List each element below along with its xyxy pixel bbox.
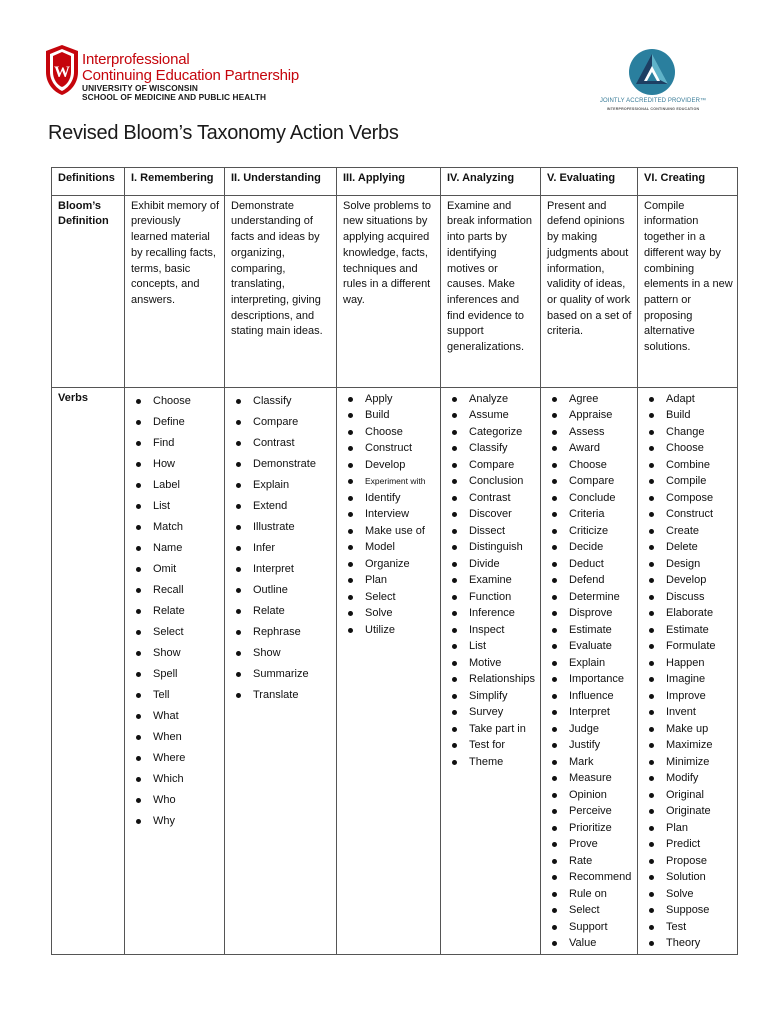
verb-item: Compile (644, 473, 733, 490)
verb-item: Define (131, 412, 220, 433)
verb-item: Dissect (447, 523, 536, 540)
org-school: SCHOOL OF MEDICINE AND PUBLIC HEALTH (82, 92, 267, 103)
verb-item: When (131, 727, 220, 748)
verbs-creating (638, 387, 738, 954)
verb-item: Explain (231, 475, 332, 496)
verb-item: Rate (547, 853, 633, 870)
verb-item: Build (644, 407, 733, 424)
definition-creating: Compile information together in a different way by combining elements in a new pattern or proposing alternative solutions. (638, 195, 738, 387)
verb-item: Conclusion (447, 473, 536, 490)
verb-item: Delete (644, 539, 733, 556)
verb-item: Where (131, 748, 220, 769)
verb-list (343, 391, 436, 639)
table-header-row (52, 168, 738, 196)
verb-item: Invent (644, 704, 733, 721)
verb-item: Discuss (644, 589, 733, 606)
definition-applying: Solve problems to new situations by applying acquired knowledge, facts, techniques and rules in a different way. (337, 195, 441, 387)
verb-item: Organize (343, 556, 436, 573)
org-university: UNIVERSITY OF WISCONSIN (82, 83, 199, 93)
header-evaluating: V. Evaluating (541, 168, 638, 196)
verb-item: Propose (644, 853, 733, 870)
verb-item: Outline (231, 580, 332, 601)
verb-item: Criticize (547, 523, 633, 540)
verb-item: Recommend (547, 869, 633, 886)
page-title: Revised Bloom’s Taxonomy Action Verbs (48, 122, 399, 144)
verb-item: Support (547, 919, 633, 936)
definition-remembering: Exhibit memory of previously learned material by recalling facts, terms, basic concepts, and answers. (125, 195, 225, 387)
verb-item: Judge (547, 721, 633, 738)
verbs-understanding (225, 387, 337, 954)
verb-item: Assume (447, 407, 536, 424)
verb-item: Make up (644, 721, 733, 738)
verb-item: Show (231, 643, 332, 664)
verb-item: Divide (447, 556, 536, 573)
verb-item: Test for (447, 737, 536, 754)
verb-item: Experiment with (343, 473, 436, 490)
verb-item: Recall (131, 580, 220, 601)
definition-row-label: Bloom’s Definition (52, 195, 125, 387)
verb-item: Compose (644, 490, 733, 507)
verb-item: Formulate (644, 638, 733, 655)
svg-text:W: W (54, 64, 70, 81)
verb-item: Rephrase (231, 622, 332, 643)
header-understanding: II. Understanding (225, 168, 337, 196)
verb-item: Test (644, 919, 733, 936)
verb-item: Which (131, 769, 220, 790)
organization-name (82, 52, 299, 102)
verb-item: Maximize (644, 737, 733, 754)
verb-item: Who (131, 790, 220, 811)
verb-item: Interpret (547, 704, 633, 721)
verb-item: Minimize (644, 754, 733, 771)
verb-item: Value (547, 935, 633, 952)
verb-item: Model (343, 539, 436, 556)
header-creating: VI. Creating (638, 168, 738, 196)
verb-item: Rule on (547, 886, 633, 903)
verb-item: Function (447, 589, 536, 606)
verb-item: Analyze (447, 391, 536, 408)
verb-item: Apply (343, 391, 436, 408)
verb-item: Contrast (231, 433, 332, 454)
org-name-line1: Interprofessional (82, 51, 190, 68)
verb-item: Tell (131, 685, 220, 706)
verb-item: Predict (644, 836, 733, 853)
verb-list (547, 391, 633, 952)
verb-item: Name (131, 538, 220, 559)
verb-item: Utilize (343, 622, 436, 639)
verb-item: Elaborate (644, 605, 733, 622)
verb-item: Explain (547, 655, 633, 672)
verbs-remembering (125, 387, 225, 954)
org-name-line2: Continuing Education Partnership (82, 67, 300, 84)
accreditor-label: JOINTLY ACCREDITED PROVIDER™ (599, 98, 707, 104)
verb-item: Distinguish (447, 539, 536, 556)
jointly-accredited-logo (598, 44, 708, 118)
verb-item: Interpret (231, 559, 332, 580)
verb-item: Choose (547, 457, 633, 474)
definition-row (52, 195, 738, 387)
verb-item: Develop (343, 457, 436, 474)
verb-item: Plan (343, 572, 436, 589)
verb-item: Theme (447, 754, 536, 771)
verb-item: Modify (644, 770, 733, 787)
verb-item: Theory (644, 935, 733, 952)
verb-item: Improve (644, 688, 733, 705)
verb-item: Estimate (644, 622, 733, 639)
verb-item: Solve (343, 605, 436, 622)
verb-item: Why (131, 811, 220, 832)
verb-item: Opinion (547, 787, 633, 804)
verb-item: Construct (343, 440, 436, 457)
verb-item: Infer (231, 538, 332, 559)
verb-item: Inference (447, 605, 536, 622)
verb-item: Prioritize (547, 820, 633, 837)
verb-item: Disprove (547, 605, 633, 622)
verbs-row (52, 387, 738, 954)
verb-list (644, 391, 733, 952)
verb-item: Find (131, 433, 220, 454)
verbs-row-label: Verbs (52, 387, 125, 954)
verb-item: Simplify (447, 688, 536, 705)
verb-item: Extend (231, 496, 332, 517)
verb-item: Label (131, 475, 220, 496)
verb-item: Design (644, 556, 733, 573)
verb-item: Imagine (644, 671, 733, 688)
verb-item: Categorize (447, 424, 536, 441)
header-definitions: Definitions (52, 168, 125, 196)
verb-item: Adapt (644, 391, 733, 408)
verb-item: Construct (644, 506, 733, 523)
verb-item: Demonstrate (231, 454, 332, 475)
definition-analyzing: Examine and break information into parts by identifying motives or causes. Make inferences and find evidence to support generalizations. (441, 195, 541, 387)
verb-item: Classify (447, 440, 536, 457)
verb-item: Relationships (447, 671, 536, 688)
verb-item: How (131, 454, 220, 475)
verbs-analyzing (441, 387, 541, 954)
verb-item: Defend (547, 572, 633, 589)
definition-understanding: Demonstrate understanding of facts and ideas by organizing, comparing, translating, interpreting, giving descriptions, and stating main ideas. (225, 195, 337, 387)
verb-item: Choose (644, 440, 733, 457)
verb-item: Influence (547, 688, 633, 705)
accreditor-sublabel: INTERPROFESSIONAL CONTINUING EDUCATION (606, 107, 700, 111)
header-remembering: I. Remembering (125, 168, 225, 196)
verb-item: Originate (644, 803, 733, 820)
verb-item: Compare (231, 412, 332, 433)
verb-item: Develop (644, 572, 733, 589)
verb-item: Decide (547, 539, 633, 556)
verb-item: Agree (547, 391, 633, 408)
verb-item: Compare (447, 457, 536, 474)
verb-item: Conclude (547, 490, 633, 507)
accreditation-emblem-icon (628, 48, 676, 96)
verb-item: Show (131, 643, 220, 664)
verb-item: Relate (131, 601, 220, 622)
verb-item: Evaluate (547, 638, 633, 655)
verb-item: Relate (231, 601, 332, 622)
verb-item: Justify (547, 737, 633, 754)
verb-item: Combine (644, 457, 733, 474)
verb-list (447, 391, 536, 771)
verb-item: Importance (547, 671, 633, 688)
verb-item: Classify (231, 391, 332, 412)
verb-list (131, 391, 220, 832)
verb-item: Spell (131, 664, 220, 685)
verb-item: Motive (447, 655, 536, 672)
verb-item: Select (547, 902, 633, 919)
verb-item: Change (644, 424, 733, 441)
verb-item: Examine (447, 572, 536, 589)
verb-list (231, 391, 332, 706)
header-analyzing: IV. Analyzing (441, 168, 541, 196)
verb-item: Compare (547, 473, 633, 490)
verb-item: Survey (447, 704, 536, 721)
verb-item: Appraise (547, 407, 633, 424)
verb-item: Translate (231, 685, 332, 706)
verb-item: List (447, 638, 536, 655)
verb-item: Criteria (547, 506, 633, 523)
verb-item: Illustrate (231, 517, 332, 538)
verb-item: Prove (547, 836, 633, 853)
uw-crest-logo (44, 44, 80, 96)
verb-item: Summarize (231, 664, 332, 685)
verb-item: Measure (547, 770, 633, 787)
verb-item: Happen (644, 655, 733, 672)
verb-item: Omit (131, 559, 220, 580)
verb-item: List (131, 496, 220, 517)
verb-item: Select (343, 589, 436, 606)
verb-item: Select (131, 622, 220, 643)
verb-item: Build (343, 407, 436, 424)
verb-item: Identify (343, 490, 436, 507)
verb-item: Solve (644, 886, 733, 903)
verb-item: What (131, 706, 220, 727)
verbs-evaluating (541, 387, 638, 954)
verb-item: Choose (343, 424, 436, 441)
verb-item: Perceive (547, 803, 633, 820)
verb-item: Make use of (343, 523, 436, 540)
verbs-applying (337, 387, 441, 954)
verb-item: Mark (547, 754, 633, 771)
verb-item: Inspect (447, 622, 536, 639)
header-applying: III. Applying (337, 168, 441, 196)
verb-item: Assess (547, 424, 633, 441)
verb-item: Create (644, 523, 733, 540)
verb-item: Estimate (547, 622, 633, 639)
verb-item: Choose (131, 391, 220, 412)
verb-item: Interview (343, 506, 436, 523)
verb-item: Discover (447, 506, 536, 523)
page-header (0, 0, 768, 120)
verb-item: Match (131, 517, 220, 538)
verb-item: Contrast (447, 490, 536, 507)
verb-item: Original (644, 787, 733, 804)
verb-item: Take part in (447, 721, 536, 738)
verb-item: Deduct (547, 556, 633, 573)
verb-item: Award (547, 440, 633, 457)
verb-item: Determine (547, 589, 633, 606)
taxonomy-table (51, 167, 738, 955)
verb-item: Solution (644, 869, 733, 886)
definition-evaluating: Present and defend opinions by making judgments about information, validity of ideas, or quality of work based on a set of criteria. (541, 195, 638, 387)
verb-item: Plan (644, 820, 733, 837)
verb-item: Suppose (644, 902, 733, 919)
